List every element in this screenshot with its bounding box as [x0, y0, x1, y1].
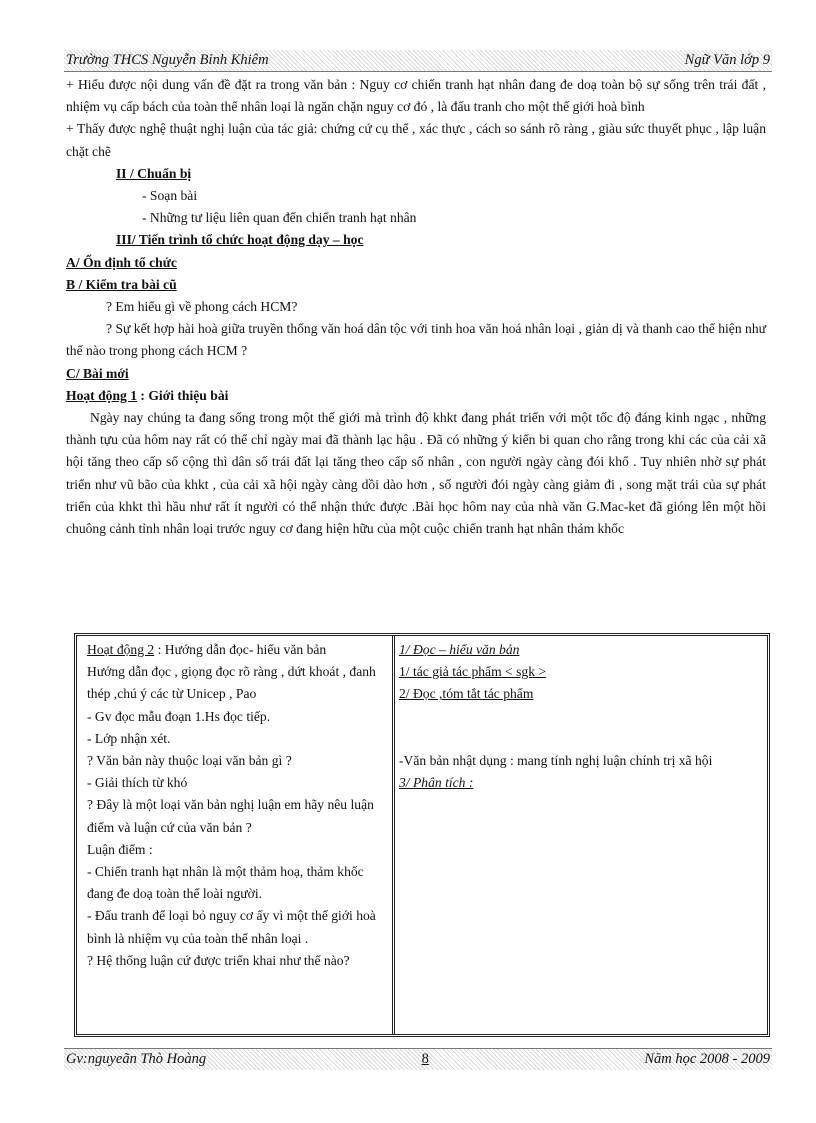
thesis-1: - Chiến tranh hạt nhân là một thảm hoạ, thảm khốc đang đe doạ toàn thể loài người.	[87, 864, 364, 902]
activity-2-label: Hoạt động 2	[87, 642, 155, 657]
old-lesson-question-1: ? Em hiểu gì về phong cách HCM?	[106, 299, 298, 315]
argument-question: ? Đây là một loại văn bản nghị luận em hãy nêu luận điểm và luận cứ của văn bản ?	[87, 797, 374, 835]
prep-item-2: - Những tư liệu liên quan đến chiến tranh hạt nhân	[142, 210, 417, 226]
header-subject: Ngữ Văn lớp 9	[684, 52, 770, 68]
footer-year: Năm học 2008 - 2009	[644, 1051, 770, 1067]
teacher-activity-column	[77, 636, 395, 1034]
activity-1-text: : Giới thiệu bài	[140, 387, 229, 403]
evidence-question: ? Hệ thống luận cứ được triển khai như thế nào?	[87, 952, 350, 968]
old-lesson-question-2: ? Sự kết hợp hài hoà giữa truyền thống văn hoá dân tộc với tinh hoa văn hoá nhân loại , giản dị và thanh cao thể hiện như thế nào trong phong cách HCM ?	[66, 321, 766, 359]
page-header	[64, 50, 772, 72]
footer-teacher: Gv:nguyeãn Thò Hoàng	[66, 1051, 207, 1067]
page-number: 8	[421, 1051, 429, 1067]
author-work-heading: 1/ tác giả tác phẩm < sgk >	[399, 664, 547, 680]
document-body	[66, 74, 766, 540]
content-column	[395, 636, 767, 1034]
activity-1-label: Hoạt động 1	[66, 387, 138, 403]
read-summary-heading: 2/ Đọc ,tóm tắt tác phẩm	[399, 686, 534, 702]
activity-1-heading	[66, 385, 766, 407]
header-school: Trường THCS Nguyễn Bỉnh Khiêm	[66, 52, 269, 68]
text-type-question: ? Văn bản này thuộc loại văn bản gì ?	[87, 753, 292, 769]
lesson-table	[74, 633, 770, 1037]
activity-2-text: : Hướng dẫn đọc- hiểu văn bản	[157, 642, 327, 657]
spacer	[399, 706, 765, 750]
activity-2-heading	[87, 639, 388, 661]
thesis-label: Luận điểm :	[87, 841, 153, 857]
analysis-heading: 3/ Phân tích :	[399, 774, 474, 790]
text-type-answer: -Văn bản nhật dụng : mang tính nghị luận chính trị xã hội	[399, 752, 713, 768]
reading-guide: Hướng dẫn đọc , giọng đọc rõ ràng , dứt khoát , đanh thép ,chú ý các từ Unicep , Pao	[87, 664, 376, 702]
section-a-title: A/ Ổn định tổ chức	[66, 254, 177, 270]
intro-paragraph: Ngày nay chúng ta đang sống trong một thế giới mà trình độ khkt đang phát triển với một tốc độ đáng kinh ngạc , những thành tựu của hôm nay rất có thể chỉ ngày mai đã thành lạc hậu . Đã có những ý kiến bi quan cho rằng trong khi các của cải xã hội tăng theo cấp số cộng thì dân số trái đất lại tăng theo cấp số nhân , con người ngày càng đói khổ . Tuy nhiên nhờ sự phát triển như vũ bão của khkt , của cải xã hội ngày càng dồi dào hơn , số người đói ngày càng giảm đi , song mặt trái của sự phát triển của khkt thì hầu như rất ít người có thể nhận thức được .Bài học hôm nay của nhà văn G.Mac-ket đã gióng lên một hồi chuông cảnh tỉnh nhân loại trước nguy cơ đang hiện hữu của một cuộc chiến tranh hạt nhân thảm khốc	[66, 410, 766, 537]
section-c-title: C/ Bài mới	[66, 365, 129, 381]
thesis-2: - Đấu tranh để loại bỏ nguy cơ ấy vì một thế giới hoà bình là nhiệm vụ của toàn thể nhân loại .	[87, 908, 376, 946]
class-comment: - Lớp nhận xét.	[87, 730, 171, 746]
process-title: III/ Tiến trình tổ chức hoạt động dạy – học	[116, 232, 364, 248]
prep-item-1: - Soạn bài	[142, 188, 198, 204]
section-b-title: B / Kiểm tra bài cũ	[66, 276, 177, 292]
page-footer	[64, 1048, 772, 1070]
read-understand-heading: 1/ Đọc – hiểu văn bản	[399, 642, 520, 657]
goal-2: + Thấy được nghệ thuật nghị luận của tác giả: chứng cứ cụ thể , xác thực , cách so sánh rõ ràng , giàu sức thuyết phục , lập luận chặt chẽ	[66, 121, 766, 159]
vocab-explain: - Giải thích từ khó	[87, 775, 188, 791]
teacher-reads: - Gv đọc mẫu đoạn 1.Hs đọc tiếp.	[87, 708, 271, 724]
prep-title: II / Chuẩn bị	[116, 165, 192, 181]
goal-1: + Hiểu được nội dung vấn đề đặt ra trong văn bản : Nguy cơ chiến tranh hạt nhân đang đe doạ toàn bộ sự sống trên trái đất , nhiệm vụ cấp bách của toàn thể nhân loại là ngăn chặn nguy cơ đó , là đấu tranh cho một thế giới hoà bình	[66, 77, 766, 115]
